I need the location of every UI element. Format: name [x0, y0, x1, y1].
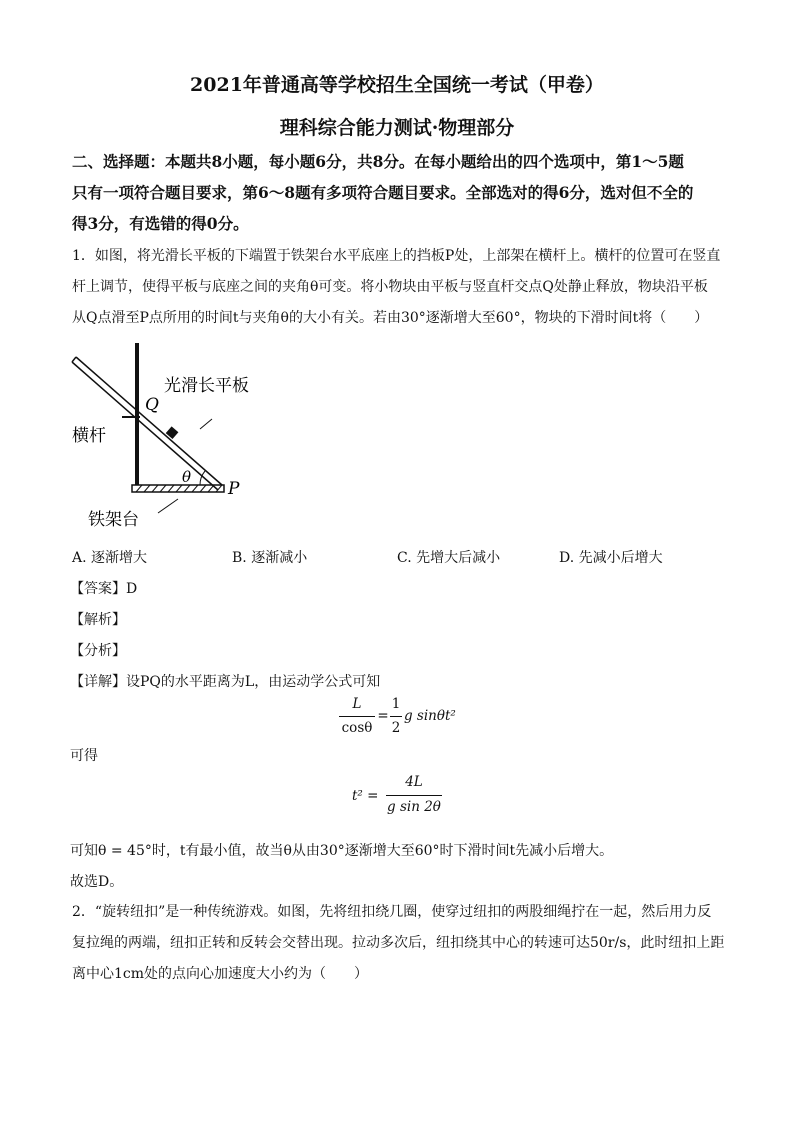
section-instructions-line3: 得3分，有选错的得0分。 — [72, 214, 249, 233]
option-d: D. 先减小后增大 — [559, 550, 663, 566]
label-p: P — [228, 479, 240, 499]
analysis-label: 【解析】 — [70, 612, 126, 628]
label-theta: θ — [182, 468, 192, 486]
q2-stem-line3: 离中心1cm处的点向心加速度大小约为（ ） — [72, 966, 369, 982]
kede-line: 可得 — [70, 748, 98, 764]
choose-line: 故选D。 — [70, 874, 124, 890]
label-stand: 铁架台 — [88, 510, 139, 530]
option-b: B. 逐渐减小 — [232, 550, 308, 566]
stand-base — [132, 485, 224, 492]
section-instructions-line2: 只有一项符合题目要求，第6～8题有多项符合题目要求。全部选对的得6分，选对但不全的 — [72, 183, 694, 202]
label-board: 光滑长平板 — [164, 376, 249, 396]
option-a: A. 逐渐增大 — [72, 550, 148, 566]
exam-title: 2021年普通高等学校招生全国统一考试（甲卷） — [190, 74, 604, 96]
stand-label-leader — [158, 499, 178, 513]
q1-stem-line2: 杆上调节，使得平板与底座之间的夹角θ可变。将小物块由平板与竖直杆交点Q处静止释放，物块沿平板 — [72, 279, 708, 295]
answer-label: 【答案】D — [70, 581, 138, 597]
option-c: C. 先增大后减小 — [397, 550, 501, 566]
section-instructions-line1: 二、选择题：本题共8小题，每小题6分，共8分。在每小题给出的四个选项中，第1～5题 — [72, 152, 684, 171]
q1-stem-line3: 从Q点滑至P点所用的时间t与夹角θ的大小有关。若由30°逐渐增大至60°，物块的下滑时间t将（ ） — [72, 310, 709, 326]
fenxi-label: 【分析】 — [70, 643, 126, 659]
label-q: Q — [145, 395, 159, 415]
board-label-leader — [200, 419, 212, 429]
exam-subtitle: 理科综合能力测试·物理部分 — [279, 117, 515, 139]
q2-stem-line1: 2．“旋转纽扣”是一种传统游戏。如图，先将纽扣绕几圈，使穿过纽扣的两股细绳拧在一起，然后用力反 — [72, 904, 712, 920]
q1-stem-line1: 1．如图，将光滑长平板的下端置于铁架台水平底座上的挡板P处，上部架在横杆上。横杆的位置可在竖直 — [72, 248, 721, 264]
detail-line: 【详解】设PQ的水平距离为L，由运动学公式可知 — [70, 674, 381, 690]
q1-figure — [60, 335, 280, 535]
conclusion-line: 可知θ = 45°时，t有最小值，故当θ从由30°逐渐增大至60°时下滑时间t先减小后增大。 — [70, 843, 614, 859]
q2-stem-line2: 复拉绳的两端，纽扣正转和反转会交替出现。拉动多次后，纽扣绕其中心的转速可达50r/s，此时纽扣上距 — [72, 935, 725, 951]
label-crossbar: 横杆 — [72, 426, 106, 446]
